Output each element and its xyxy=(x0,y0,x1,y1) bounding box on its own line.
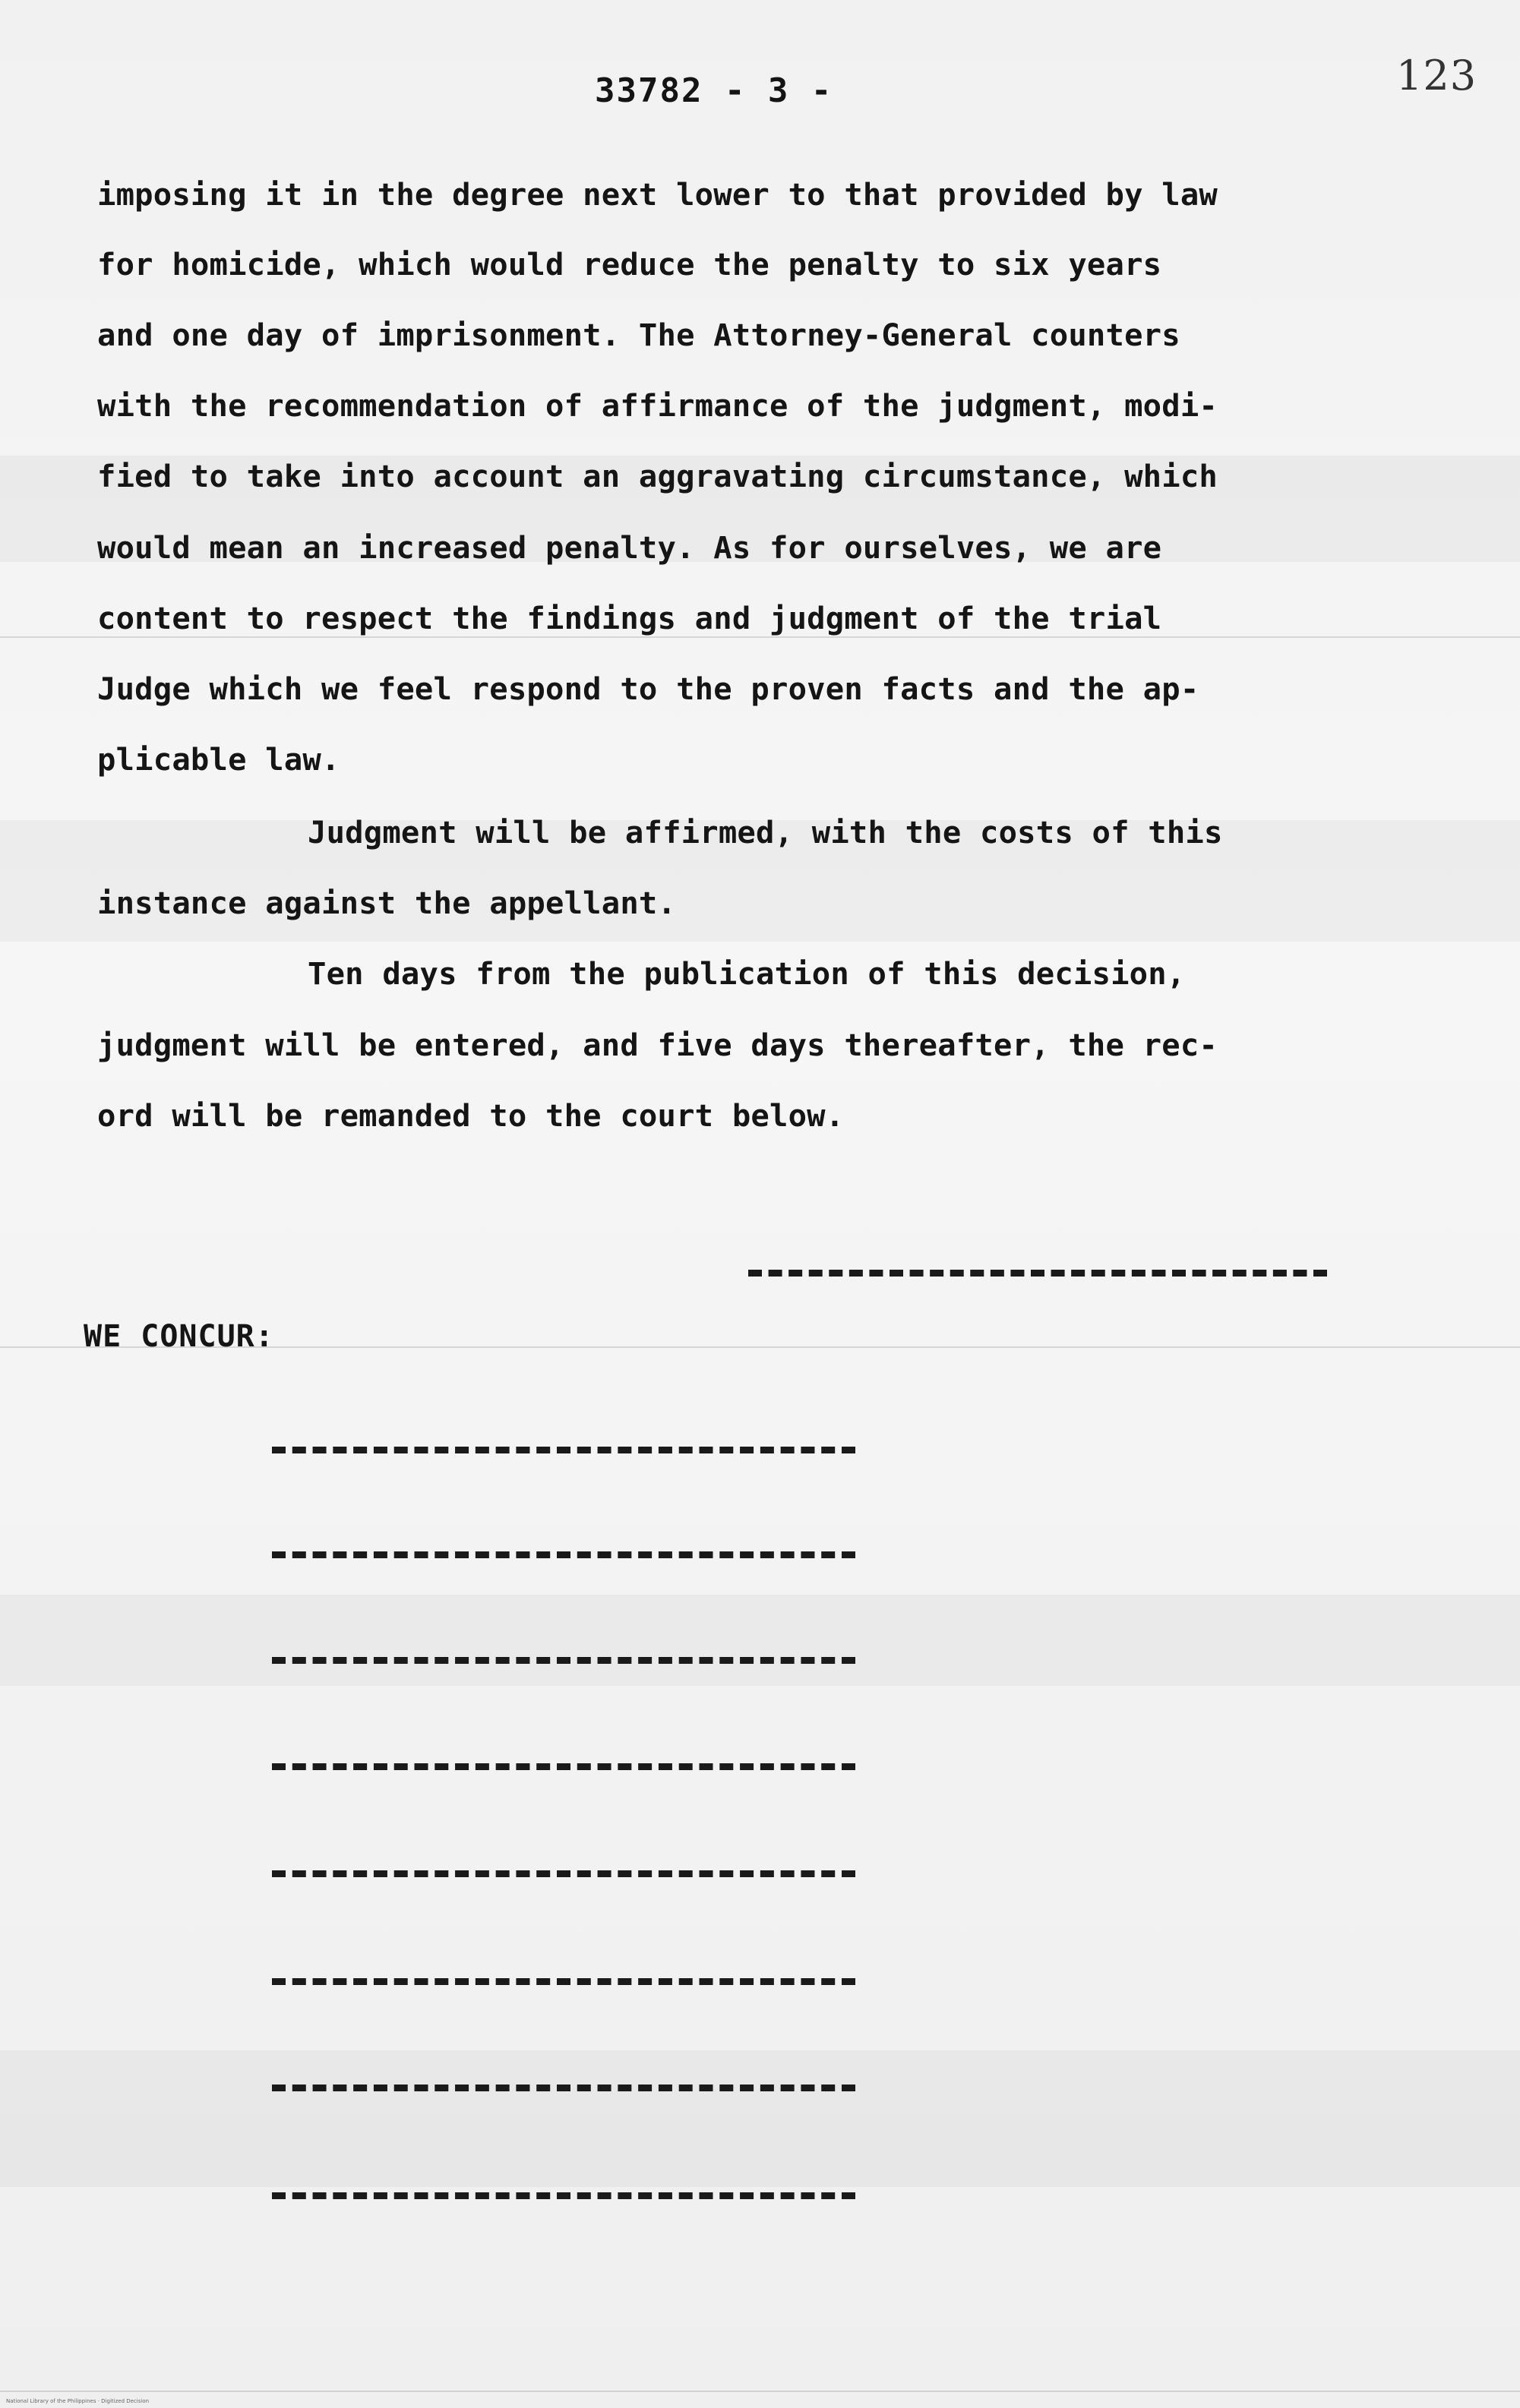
concur-label: WE CONCUR: xyxy=(84,1319,274,1354)
concurring-signature-line xyxy=(272,1763,855,1770)
ponente-signature-line xyxy=(748,1270,1327,1277)
concurring-signature-line xyxy=(272,1551,855,1558)
paragraph-line: judgment will be entered, and five days thereafter, the rec- xyxy=(97,1027,1218,1063)
concurring-signature-line xyxy=(272,1657,855,1664)
bleed-through-band xyxy=(0,1595,1520,1686)
archive-footer-note: National Library of the Philippines · Digitized Decision xyxy=(6,2398,150,2404)
bleed-through-band xyxy=(0,2050,1520,2187)
paragraph-line: and one day of imprisonment. The Attorney-General counters xyxy=(97,317,1180,353)
paragraph-line: content to respect the findings and judgment of the trial xyxy=(97,600,1162,636)
paragraph-line: fied to take into account an aggravating circumstance, which xyxy=(97,458,1218,494)
paragraph-line: imposing it in the degree next lower to that provided by law xyxy=(97,176,1218,213)
concurring-signature-line xyxy=(272,1447,855,1453)
paragraph-line: Judgment will be affirmed, with the costs of this xyxy=(308,814,1223,851)
paragraph-line: Judge which we feel respond to the proven facts and the ap- xyxy=(97,671,1199,707)
concurring-signature-line xyxy=(272,1978,855,1985)
concurring-signature-line xyxy=(272,1870,855,1877)
page-number: 123 xyxy=(1396,52,1477,99)
paragraph-line: ord will be remanded to the court below. xyxy=(97,1097,845,1134)
paragraph-line: Ten days from the publication of this decision, xyxy=(308,955,1186,992)
paragraph-line: for homicide, which would reduce the penalty to six years xyxy=(97,246,1162,282)
paragraph-line: plicable law. xyxy=(97,741,340,778)
concurring-signature-line xyxy=(272,2085,855,2091)
concurring-signature-line xyxy=(272,2192,855,2199)
paragraph-line: with the recommendation of affirmance of the judgment, modi- xyxy=(97,387,1218,424)
case-reference: 33782 - 3 - xyxy=(595,71,833,110)
paragraph-line: would mean an increased penalty. As for ourselves, we are xyxy=(97,529,1162,566)
paragraph-line: instance against the appellant. xyxy=(97,885,677,921)
scan-artifact-line xyxy=(0,636,1520,638)
scan-artifact-line xyxy=(0,2391,1520,2392)
